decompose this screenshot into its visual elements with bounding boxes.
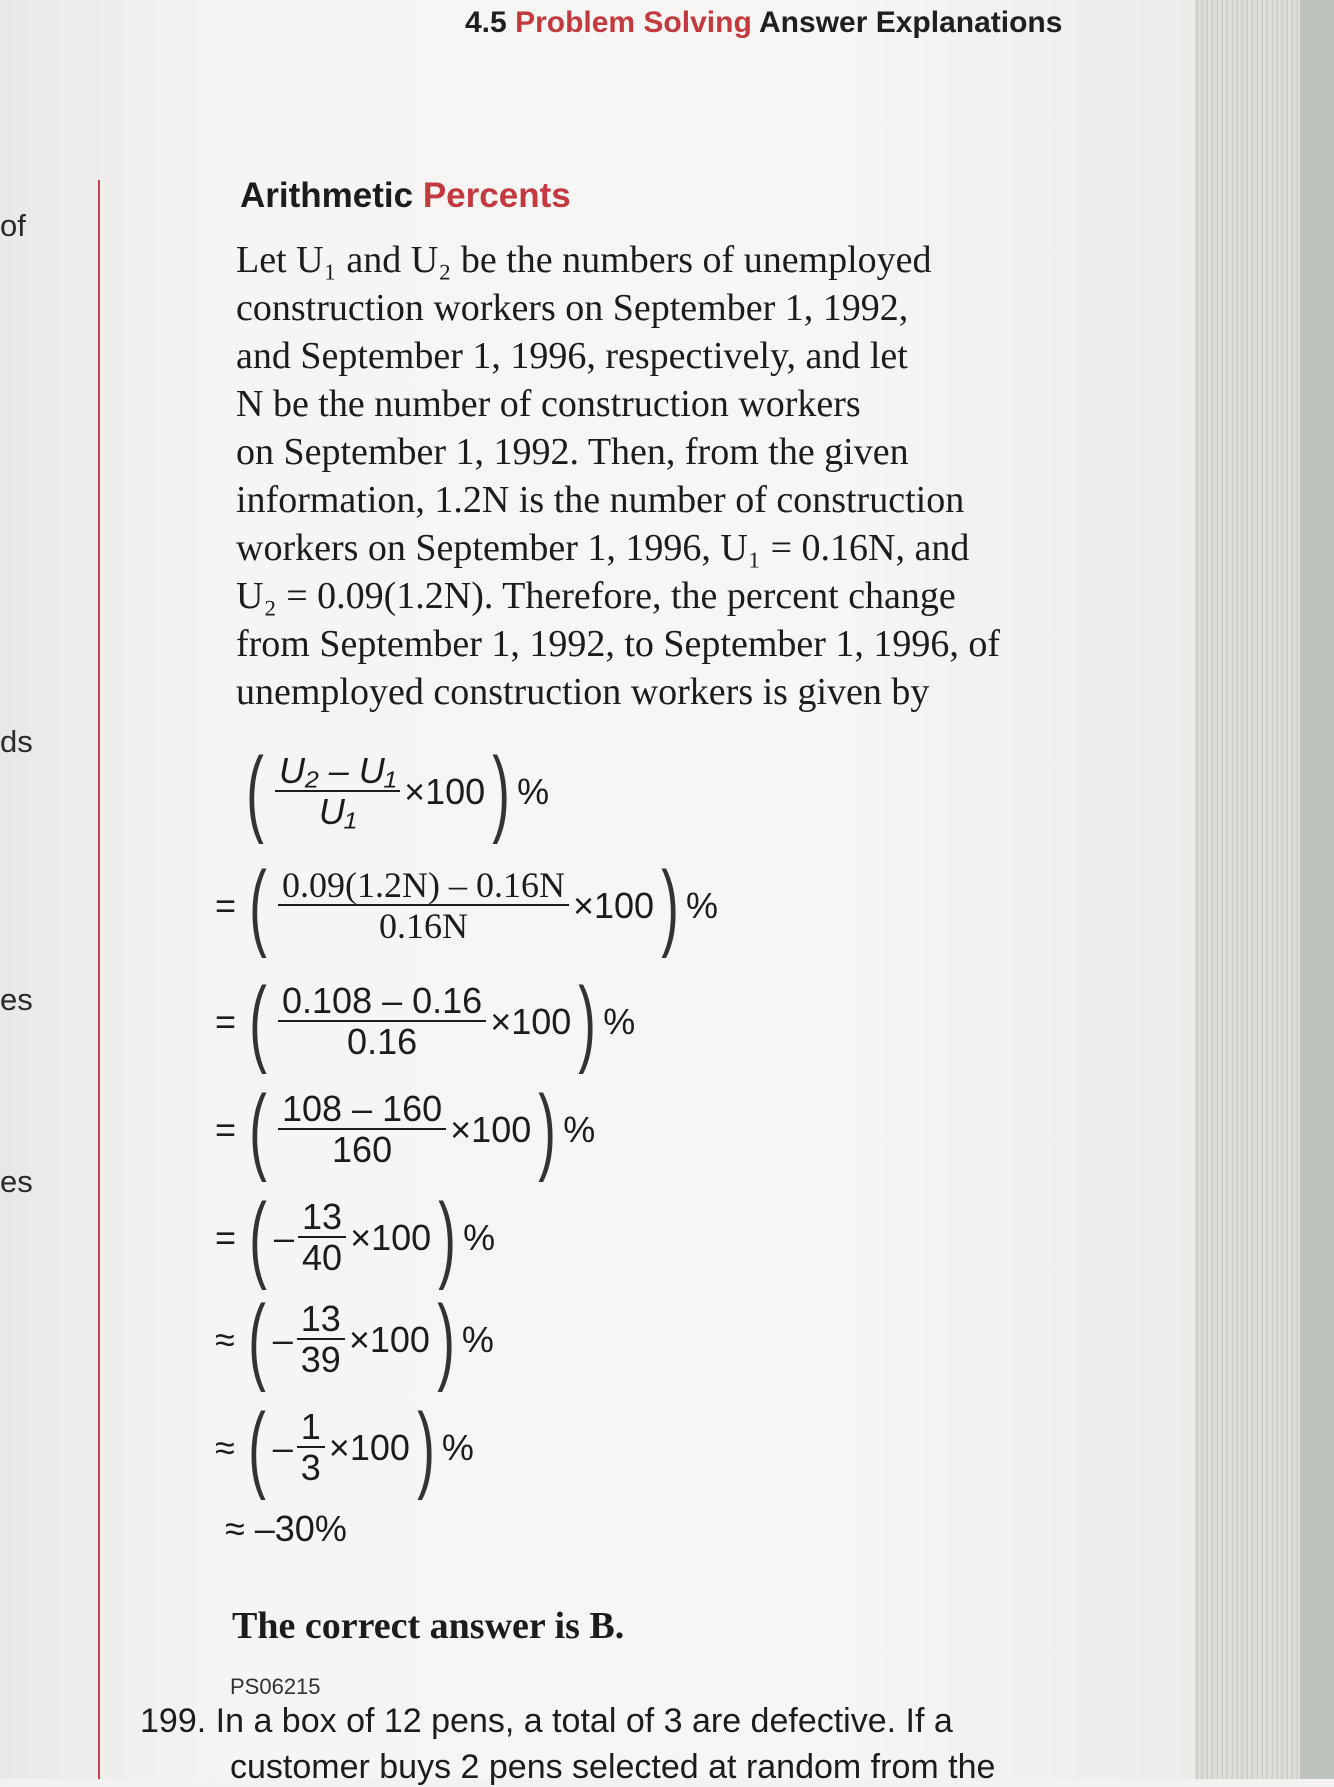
step-multiplier: ×100	[572, 885, 655, 926]
step-operator: ≈	[215, 1427, 235, 1468]
fraction-denominator: 40	[302, 1237, 343, 1278]
step-operator: =	[215, 885, 237, 926]
fraction	[275, 752, 400, 832]
fraction-numerator: 1	[297, 1408, 325, 1448]
step-negative-sign: –	[272, 1427, 293, 1468]
final-result: ≈ –30%	[225, 1508, 347, 1549]
problem-id: PS06215	[230, 1674, 321, 1699]
question-text-line: In a box of 12 pens, a total of 3 are defective. If a	[215, 1702, 953, 1740]
fraction-denominator: U₁	[318, 791, 357, 832]
fraction	[297, 1300, 345, 1380]
step-operator: =	[215, 1001, 237, 1042]
step-multiplier: ×100	[328, 1427, 410, 1468]
paragraph-line: and September 1, 1996, respectively, and let	[236, 335, 908, 377]
step-negative-sign: –	[272, 1319, 293, 1360]
step-multiplier: ×100	[490, 1001, 572, 1042]
paragraph-line: U₂ = 0.09(1.2N). Therefore, the percent change	[236, 575, 956, 617]
paragraph-line: workers on September 1, 1996, U₁ = 0.16N, and	[236, 527, 970, 569]
fraction-numerator: 0.09(1.2N) – 0.16N	[278, 866, 569, 906]
paragraph-line: N be the number of construction workers	[236, 383, 861, 425]
fraction-numerator: 108 – 160	[278, 1090, 446, 1130]
step-multiplier: ×100	[404, 771, 486, 812]
fraction-denominator: 39	[300, 1339, 341, 1380]
step-percent: %	[517, 771, 550, 812]
step-percent: %	[563, 1109, 596, 1150]
paragraph-line: information, 1.2N is the number of construction	[236, 479, 965, 521]
fraction	[297, 1408, 325, 1488]
fraction-denominator: 160	[332, 1129, 393, 1170]
calc-step: ( $\frac{\text{U₂ – U₁}}{\text{U₁}}$ ×100 ) %	[246, 738, 550, 845]
fraction-numerator: 13	[298, 1198, 346, 1238]
step-percent: %	[603, 1001, 636, 1042]
header-section: 4.5	[465, 6, 507, 39]
running-header	[465, 6, 1062, 40]
calc-step: ≈ ( – $\frac{13}{39}$ ×100 ) %	[215, 1286, 494, 1393]
fraction	[278, 1090, 446, 1170]
step-multiplier: ×100	[348, 1319, 430, 1360]
margin-rule	[98, 180, 100, 1779]
margin-fragment: es	[0, 982, 33, 1017]
step-percent: %	[441, 1427, 474, 1468]
heading-category: Arithmetic	[240, 176, 414, 215]
paragraph-line: unemployed construction workers is given by	[236, 671, 930, 713]
step-percent: %	[461, 1319, 494, 1360]
fraction	[278, 866, 569, 946]
step-negative-sign: –	[274, 1217, 295, 1258]
step-operator: ≈	[215, 1319, 235, 1360]
fraction-denominator: 0.16N	[378, 906, 468, 946]
calc-step: = ( $\frac{0.09(1.2N) - 0.16N}{0.16N}$ ×100 ) %	[215, 852, 719, 959]
header-rest: Answer Explanations	[759, 6, 1063, 39]
fraction-numerator: U₂ – U₁	[275, 752, 400, 792]
fraction	[278, 982, 486, 1062]
fraction-numerator: 13	[297, 1300, 345, 1340]
fraction-denominator: 0.16	[347, 1021, 418, 1062]
paragraph-line: on September 1, 1992. Then, from the given	[236, 431, 909, 473]
step-operator: =	[215, 1217, 237, 1258]
correct-answer: The correct answer is B.	[232, 1605, 625, 1647]
question-number: 199.	[140, 1702, 207, 1740]
step-multiplier: ×100	[450, 1109, 532, 1150]
fraction	[298, 1198, 346, 1278]
calc-step: = ( – $\frac{13}{40}$ ×100 ) %	[215, 1184, 496, 1291]
calc-step: = ( $\frac{0.108 - 0.16}{0.16}$ ×100 ) %	[215, 968, 636, 1075]
next-question	[140, 1702, 953, 1741]
paragraph-line: Let U₁ and U₂ be the numbers of unemployed	[236, 239, 932, 281]
paragraph-line: construction workers on September 1, 1992,	[236, 287, 909, 329]
step-percent: %	[686, 885, 719, 926]
fraction-denominator: 3	[300, 1447, 321, 1488]
heading-subcategory: Percents	[422, 176, 571, 215]
margin-fragment: es	[0, 1164, 33, 1199]
margin-fragment: ds	[0, 724, 33, 759]
explanation-paragraph	[236, 236, 1076, 716]
calc-step: ≈ ( – $\frac{1}{3}$ ×100 ) %	[215, 1394, 474, 1501]
fraction-numerator: 0.108 – 0.16	[278, 982, 486, 1022]
step-percent: %	[463, 1217, 496, 1258]
section-heading	[240, 176, 571, 216]
margin-fragment: of	[0, 208, 26, 243]
background-surface	[1300, 0, 1334, 1779]
header-topic: Problem Solving	[515, 6, 752, 39]
question-text-line: customer buys 2 pens selected at random from the	[230, 1748, 996, 1786]
step-multiplier: ×100	[350, 1217, 432, 1258]
paragraph-line: from September 1, 1992, to September 1, 1996, of	[236, 623, 1001, 665]
step-operator: =	[215, 1109, 237, 1150]
calc-step: = ( $\frac{108 - 160}{160}$ ×100 ) %	[215, 1076, 596, 1183]
